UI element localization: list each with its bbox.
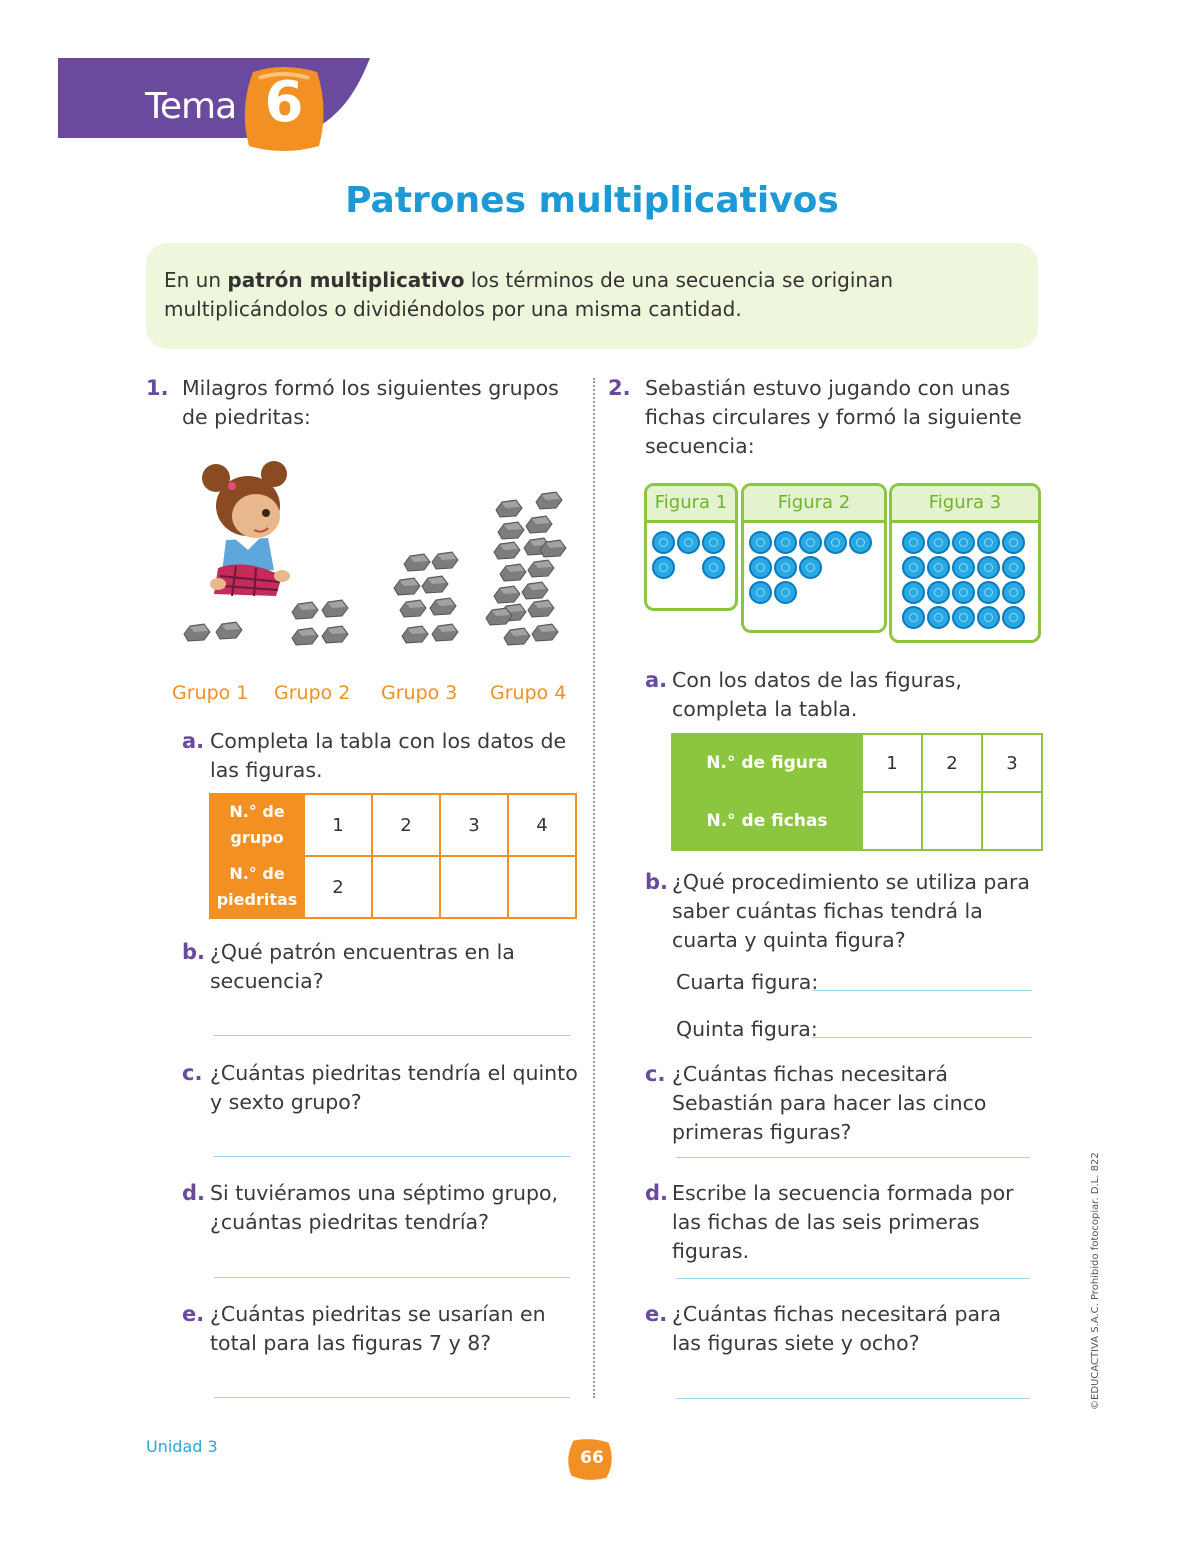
token-icon — [702, 531, 725, 554]
q2b-cuarta-label: Cuarta figura: — [676, 970, 819, 994]
figure-3 — [889, 483, 1041, 643]
token-icon — [849, 531, 872, 554]
page-number: 66 — [580, 1448, 604, 1468]
token-icon — [952, 606, 975, 629]
token-icon — [749, 531, 772, 554]
q2-table-cell: 2 — [922, 734, 982, 792]
q2d-text: Escribe la secuencia formada por las fichas de las seis primeras figuras. — [672, 1181, 1014, 1263]
token-icon — [677, 531, 700, 554]
stone-icon — [498, 522, 524, 539]
stone-icon — [402, 626, 428, 643]
stone-icon — [292, 602, 318, 619]
q2-number: 2. — [608, 376, 631, 400]
token-icon — [774, 556, 797, 579]
stone-icon — [504, 628, 530, 645]
stone-icon — [322, 626, 348, 643]
stones-illustration — [176, 488, 576, 658]
q2a-letter: a. — [645, 668, 668, 692]
figure-3-label: Figura 3 — [892, 486, 1038, 523]
stone-icon — [404, 554, 430, 571]
tema-number: 6 — [264, 70, 304, 135]
token-icon — [977, 556, 1000, 579]
q1e-text: ¿Cuántas piedritas se usarían en total para las figuras 7 y 8? — [210, 1302, 546, 1355]
stone-icon — [292, 628, 318, 645]
token-icon — [952, 531, 975, 554]
token-icon — [702, 556, 725, 579]
stone-icon — [532, 624, 558, 641]
token-icon — [927, 556, 950, 579]
q1-table-cell: 2 — [372, 794, 440, 856]
token-icon — [1002, 606, 1025, 629]
q2b-text: ¿Qué procedimiento se utiliza para saber cuántas fichas tendrá la cuarta y quinta figura? — [672, 870, 1030, 952]
token-icon — [749, 556, 772, 579]
group-3-label: Grupo 3 — [381, 682, 458, 704]
token-icon — [927, 531, 950, 554]
q1e-answer-line[interactable] — [214, 1397, 570, 1398]
q2c-text: ¿Cuántas fichas necesitará Sebastián para hacer las cinco primeras figuras? — [672, 1062, 987, 1144]
figure-1-label: Figura 1 — [647, 486, 735, 523]
q2b-letter: b. — [645, 870, 669, 894]
copyright-notice: ©EDUCACTIVA S.A.C. Prohibido fotocopiar. D.L. 822 — [1090, 1152, 1101, 1410]
q1-table-input-cell[interactable] — [372, 856, 440, 918]
stone-icon — [528, 600, 554, 617]
q2-text: Sebastián estuvo jugando con unas fichas circulares y formó la siguiente secuencia: — [645, 376, 1022, 458]
column-divider — [593, 378, 595, 1398]
token-icon — [799, 556, 822, 579]
token-icon — [1002, 531, 1025, 554]
token-icon — [652, 531, 675, 554]
token-icon — [1002, 581, 1025, 604]
figure-2-label: Figura 2 — [744, 486, 884, 523]
q1-number: 1. — [146, 376, 169, 400]
q1d-letter: d. — [182, 1181, 206, 1205]
definition-text — [164, 266, 1034, 324]
q2b-quinta-answer-line[interactable] — [812, 1037, 1032, 1038]
q1-table-cell: 3 — [440, 794, 508, 856]
token-icon — [902, 581, 925, 604]
figure-1 — [644, 483, 738, 611]
q1b-letter: b. — [182, 940, 206, 964]
q1-table-input-cell[interactable] — [508, 856, 576, 918]
group-4-label: Grupo 4 — [490, 682, 567, 704]
token-icon — [902, 531, 925, 554]
stone-icon — [394, 578, 420, 595]
q2b-cuarta-answer-line[interactable] — [812, 990, 1032, 991]
q2-table-input-cell[interactable] — [922, 792, 982, 850]
q2d-answer-line[interactable] — [676, 1278, 1030, 1279]
q1-table — [209, 793, 577, 919]
token-icon — [902, 606, 925, 629]
stone-icon — [432, 624, 458, 641]
q1-table-input-cell[interactable] — [440, 856, 508, 918]
token-icon — [652, 556, 675, 579]
token-icon — [977, 606, 1000, 629]
definition-after: los términos de una secuencia se originan multiplicándolos o dividiéndolos por una misma cantidad. — [164, 268, 893, 321]
q2-table-row1-header: N.° de figura — [672, 734, 862, 792]
group-2-label: Grupo 2 — [274, 682, 351, 704]
q1-table-row2-header: N.° de piedritas — [210, 856, 304, 918]
stone-icon — [422, 576, 448, 593]
q1b-text: ¿Qué patrón encuentras en la secuencia? — [210, 940, 515, 993]
q1-text: Milagros formó los siguientes grupos de piedritas: — [182, 376, 559, 429]
q2c-answer-line[interactable] — [676, 1157, 1030, 1158]
stone-icon — [494, 542, 520, 559]
token-icon — [774, 531, 797, 554]
q1-table-cell: 1 — [304, 794, 372, 856]
q2e-answer-line[interactable] — [676, 1398, 1030, 1399]
q2-table-row2-header: N.° de fichas — [672, 792, 862, 850]
q1a-text: Completa la tabla con los datos de las figuras. — [210, 729, 567, 782]
stone-icon — [430, 598, 456, 615]
stone-icon — [486, 608, 512, 625]
q2e-text: ¿Cuántas fichas necesitará para las figuras siete y ocho? — [672, 1302, 1002, 1355]
q1d-answer-line[interactable] — [214, 1277, 570, 1278]
stone-icon — [526, 516, 552, 533]
stone-icon — [522, 582, 548, 599]
q2-table-input-cell[interactable] — [862, 792, 922, 850]
q2-table — [671, 733, 1043, 851]
q1-table-row1-header: N.° de grupo — [210, 794, 304, 856]
q2b-quinta-label: Quinta figura: — [676, 1017, 818, 1041]
token-icon — [902, 556, 925, 579]
token-icon — [774, 581, 797, 604]
q2e-letter: e. — [645, 1302, 668, 1326]
group-1-label: Grupo 1 — [172, 682, 249, 704]
stone-icon — [432, 552, 458, 569]
q1-table-cell: 4 — [508, 794, 576, 856]
q1c-text: ¿Cuántas piedritas tendría el quinto y sexto grupo? — [210, 1061, 578, 1114]
q2c-letter: c. — [645, 1062, 666, 1086]
q1e-letter: e. — [182, 1302, 205, 1326]
token-icon — [977, 531, 1000, 554]
token-icon — [952, 581, 975, 604]
token-icon — [952, 556, 975, 579]
q1b-answer-line[interactable] — [214, 1035, 570, 1036]
token-icon — [977, 581, 1000, 604]
q2-table-cell: 1 — [862, 734, 922, 792]
page-title: Patrones multiplicativos — [345, 180, 839, 221]
q2a-text: Con los datos de las figuras, completa la tabla. — [672, 668, 962, 721]
token-icon — [1002, 556, 1025, 579]
stone-icon — [536, 492, 562, 509]
stone-icon — [322, 600, 348, 617]
tema-label: Tema — [145, 86, 237, 127]
q1c-letter: c. — [182, 1061, 203, 1085]
stone-icon — [400, 600, 426, 617]
q1a-letter: a. — [182, 729, 205, 753]
q2-table-cell: 3 — [982, 734, 1042, 792]
token-icon — [927, 581, 950, 604]
figure-2 — [741, 483, 887, 633]
q1-table-cell: 2 — [304, 856, 372, 918]
token-icon — [749, 581, 772, 604]
stone-icon — [216, 622, 242, 639]
token-icon — [824, 531, 847, 554]
stone-icon — [496, 500, 522, 517]
stone-icon — [184, 624, 210, 641]
q1c-answer-line[interactable] — [214, 1156, 570, 1157]
q2d-letter: d. — [645, 1181, 669, 1205]
unit-label: Unidad 3 — [146, 1437, 218, 1456]
stone-icon — [500, 564, 526, 581]
token-icon — [799, 531, 822, 554]
q1d-text: Si tuviéramos una séptimo grupo, ¿cuántas piedritas tendría? — [210, 1181, 559, 1234]
q2-table-input-cell[interactable] — [982, 792, 1042, 850]
stone-icon — [494, 586, 520, 603]
definition-before: En un — [164, 268, 228, 292]
token-icon — [927, 606, 950, 629]
definition-bold: patrón multiplicativo — [227, 268, 465, 292]
stone-icon — [528, 560, 554, 577]
